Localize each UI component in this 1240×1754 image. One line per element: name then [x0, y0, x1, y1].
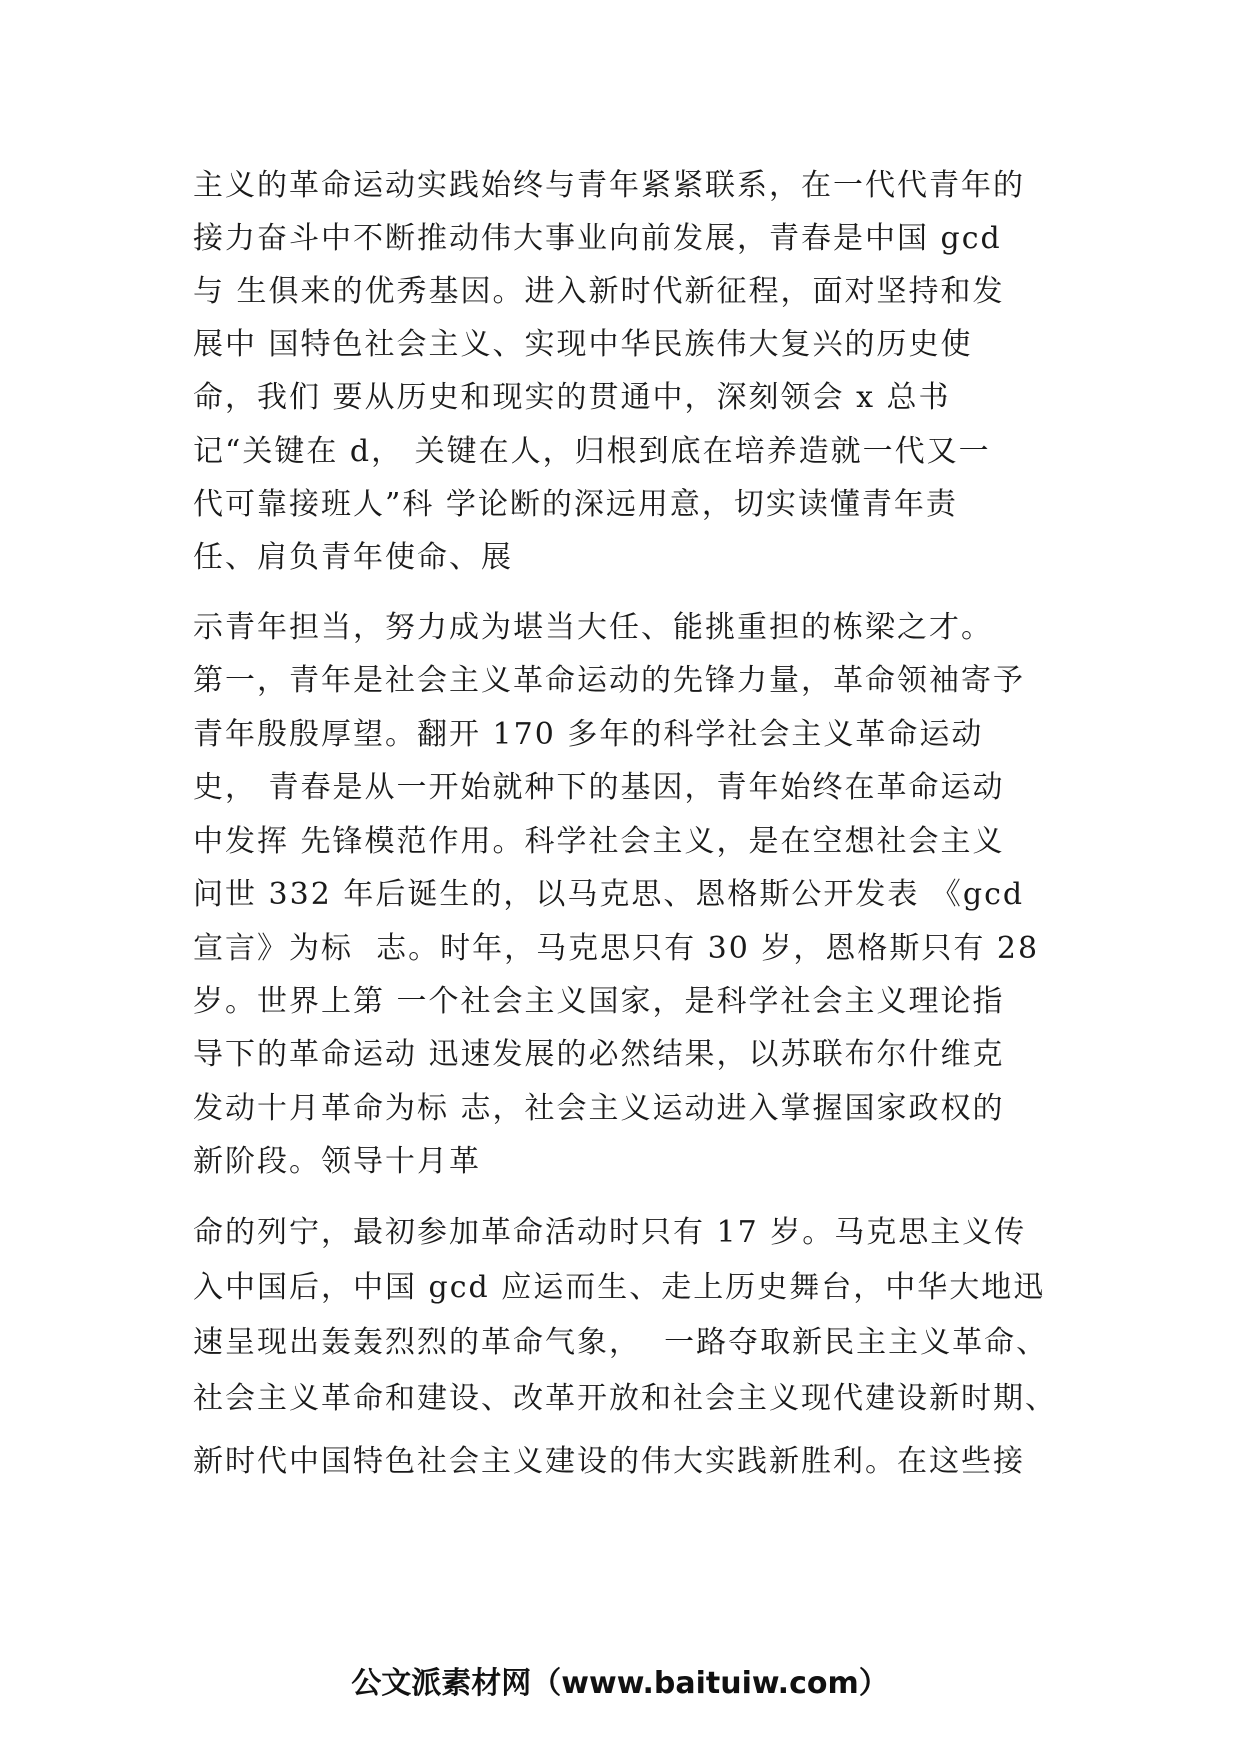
body-line-2: 接力奋斗中不断推动伟大事业向前发展，青春是中国 gcd [193, 221, 1002, 256]
body-line-24: 新时代中国特色社会主义建设的伟大实践新胜利。在这些接 [193, 1444, 1025, 1479]
footer-source: 公文派素材网（www.baituiw.com） [351, 1666, 889, 1701]
body-line-15: 宣言》为标 志。时年，马克思只有 30 岁，恩格斯只有 28 [193, 931, 1040, 966]
body-line-12: 史， 青春是从一开始就种下的基因，青年始终在革命运动 [193, 770, 1005, 805]
body-line-4: 展中 国特色社会主义、实现中华民族伟大复兴的历史使 [193, 327, 973, 362]
body-line-3: 与 生俱来的优秀基因。进入新时代新征程，面对坚持和发 [193, 274, 1005, 309]
body-line-5: 命，我们 要从历史和现实的贯通中，深刻领会 x 总书 [193, 380, 951, 415]
body-line-13: 中发挥 先锋模范作用。科学社会主义，是在空想社会主义 [193, 824, 1005, 859]
body-line-8: 任、肩负青年使命、展 [193, 540, 513, 575]
body-line-11: 青年殷殷厚望。翻开 170 多年的科学社会主义革命运动 [193, 717, 984, 752]
body-line-20: 命的列宁，最初参加革命活动时只有 17 岁。马克思主义传 [193, 1215, 1027, 1250]
body-line-10: 第一，青年是社会主义革命运动的先锋力量，革命领袖寄予 [193, 663, 1025, 698]
body-line-17: 导下的革命运动 迅速发展的必然结果，以苏联布尔什维克 [193, 1037, 1005, 1072]
body-line-18: 发动十月革命为标 志，社会主义运动进入掌握国家政权的 [193, 1091, 1005, 1126]
body-line-6: 记“关键在 d， 关键在人，归根到底在培养造就一代又一 [193, 434, 991, 469]
body-line-1: 主义的革命运动实践始终与青年紧紧联系，在一代代青年的 [193, 168, 1025, 203]
body-line-23: 社会主义革命和建设、改革开放和社会主义现代建设新时期、 [193, 1381, 1057, 1416]
body-line-14: 问世 332 年后诞生的，以马克思、恩格斯公开发表 《gcd [193, 877, 1025, 912]
body-line-22: 速呈现出轰轰烈烈的革命气象， 一路夺取新民主主义革命、 [193, 1325, 1049, 1360]
body-line-9: 示青年担当，努力成为堪当大任、能挑重担的栋梁之才。 [193, 610, 993, 645]
body-line-19: 新阶段。领导十月革 [193, 1144, 481, 1179]
body-line-21: 入中国后，中国 gcd 应运而生、走上历史舞台，中华大地迅 [193, 1270, 1046, 1305]
body-line-16: 岁。世界上第 一个社会主义国家，是科学社会主义理论指 [193, 984, 1005, 1019]
body-line-7: 代可靠接班人”科 学论断的深远用意，切实读懂青年责 [193, 487, 958, 522]
